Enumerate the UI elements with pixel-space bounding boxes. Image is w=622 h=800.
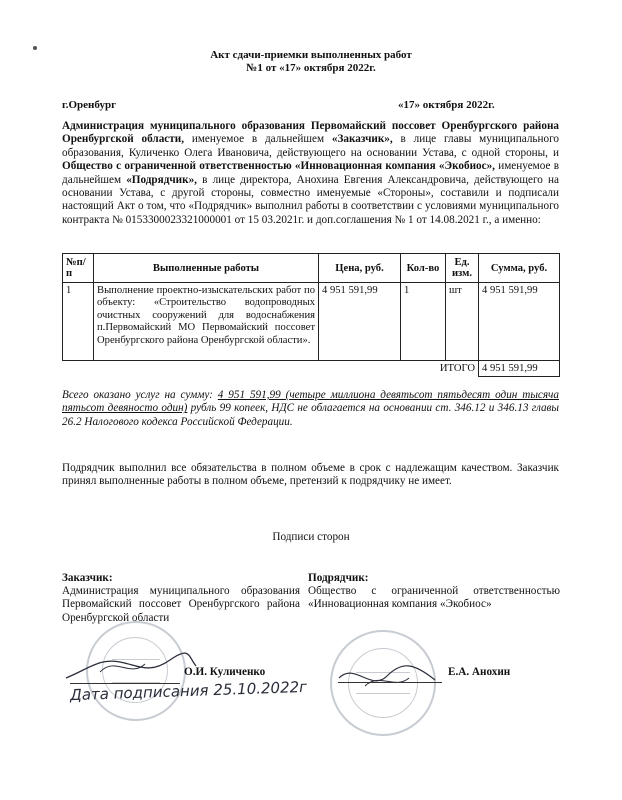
row-unit: шт: [446, 283, 479, 361]
intro-text-3: именуемое в дальнейшем: [62, 160, 559, 186]
customer-role: «Заказчик»,: [331, 133, 393, 146]
contractor-org: Общество с ограниченной ответственностью «Инновационная компания «Экобиос»: [308, 585, 560, 611]
total-value: 4 951 591,99: [479, 361, 560, 377]
contractor-name: Общество с ограниченной ответственностью «Инновационная компания «Экобиос»,: [62, 160, 495, 173]
row-number: 1: [63, 283, 94, 361]
col-works: Выполненные работы: [94, 254, 319, 283]
row-sum: 4 951 591,99: [479, 283, 560, 361]
document-title: Акт сдачи-приемки выполненных работ: [210, 49, 412, 61]
summary-text-1: Всего оказано услуг на сумму:: [62, 389, 218, 401]
contractor-heading: Подрядчик:: [308, 572, 369, 584]
row-qty: 1: [401, 283, 446, 361]
col-number: №п/п: [63, 254, 94, 283]
intro-text-4: в лице директора, Анохина Евгения Александровича, действующего на основании Устава, с другой стороны, совместно именуемые «Стороны», составили и подписали настоящий Акт о том, что «Подрядчик» выполнил работы в соответствии с условиями муниципального контракта № 0153300023321000001 от 15 03.2021г. и доп.соглашения № 1 от 14.08.2021 г., а именно:: [62, 173, 559, 226]
place: г.Оренбург: [62, 99, 117, 111]
intro-text-2: в лице главы муниципального образования, Куличенко Олега Ивановича, действующего на основании Устава, с одной стороны, и: [62, 133, 560, 159]
contractor-signer: Е.А. Анохин: [448, 666, 511, 678]
row-work: Выполнение проектно-изыскательских работ по объекту: «Строительство водопроводных очистных сооружений для водоснабжения п.Первомайский МО Первомайский поссовет Оренбургского района Оренбургской области».: [94, 283, 319, 361]
intro-text-1: именуемое в дальнейшем: [184, 133, 332, 146]
handwritten-date: Дата подписания 25.10.2022г: [69, 677, 308, 705]
table-row: [63, 283, 560, 361]
date: «17» октября 2022г.: [398, 99, 495, 111]
contractor-signature: [335, 658, 445, 698]
col-qty: Кол-во: [401, 254, 446, 283]
contractor-signature-line: [338, 682, 442, 683]
col-unit: Ед. изм.: [446, 254, 479, 283]
summary-paragraph: [62, 389, 559, 429]
customer-heading: Заказчик:: [62, 572, 113, 584]
contractor-role: «Подрядчик»,: [126, 173, 197, 186]
customer-org: Администрация муниципального образования Первомайский поссовет Оренбургского района Оренбургской области: [62, 585, 300, 624]
signatures-title: Подписи сторон: [272, 531, 350, 543]
col-price: Цена, руб.: [319, 254, 401, 283]
customer-name: Администрация муниципального образования Первомайский поссовет Оренбургского района Оренбургской области,: [62, 120, 559, 146]
table-total-row: [63, 361, 560, 377]
customer-signer: О.И. Куличенко: [184, 666, 266, 678]
works-table: [62, 253, 560, 377]
intro-paragraph: [62, 120, 559, 227]
document-number: №1 от «17» октября 2022г.: [246, 62, 376, 74]
total-label: ИТОГО: [63, 361, 479, 377]
row-price: 4 951 591,99: [319, 283, 401, 361]
summary-text-2: рубль 99 копеек, НДС не облагается на основании ст. 346.12 и 346.13 главы 26.2 Налогового кодекса Российской Федерации.: [62, 402, 559, 428]
table-header-row: [63, 254, 560, 283]
col-sum: Сумма, руб.: [479, 254, 560, 283]
summary-amount: 4 951 591,99 (четыре миллиона девятьсот пятьдесят один тысяча пятьсот девяносто один): [62, 389, 559, 415]
statement-paragraph: Подрядчик выполнил все обязательства в полном объеме в срок с надлежащим качеством. Заказчик принял выполненные работы в полном объеме, претензий к подрядчику не имеет.: [62, 462, 559, 488]
